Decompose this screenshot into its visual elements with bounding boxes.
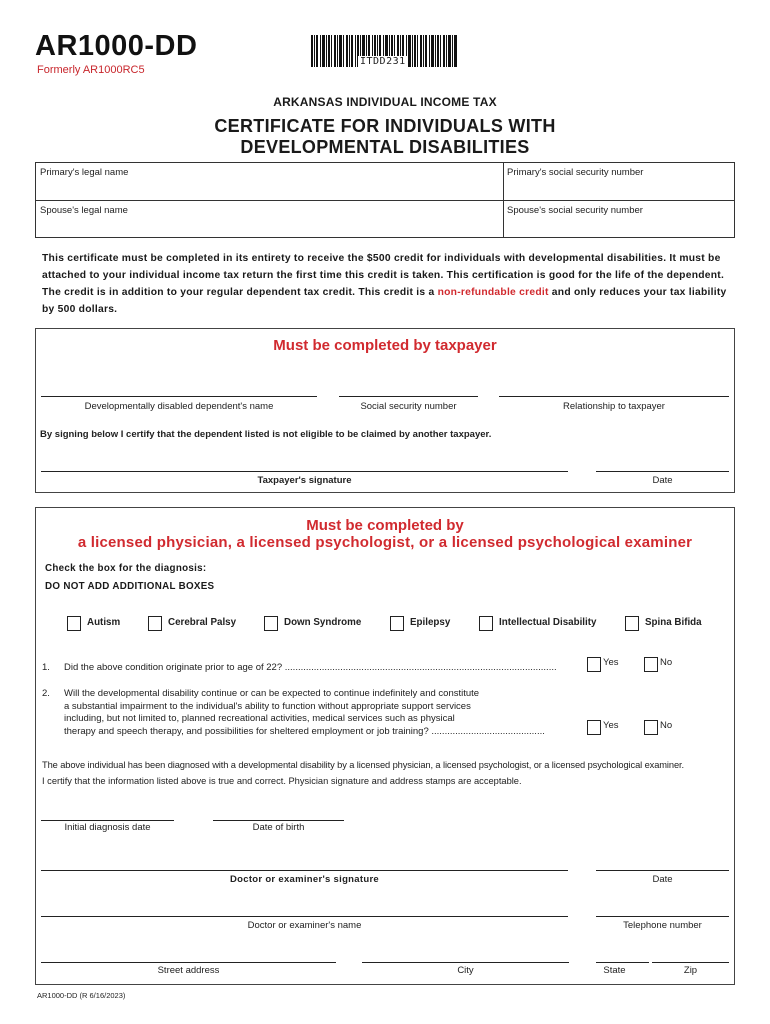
diagnosis-autism[interactable] [67,616,120,631]
examiner-date-line[interactable] [596,870,729,871]
cerebral-palsy-checkbox[interactable] [148,616,162,631]
question-1-number: 1. [42,662,50,673]
barcode-text: ITDD231 [360,56,406,67]
dependent-ssn-caption: Social security number [360,401,457,412]
examiner-name-caption: Doctor or examiner's name [247,920,362,931]
form-revision: AR1000-DD (R 6/16/2023) [37,991,126,1000]
question-2-no[interactable] [644,720,672,735]
q1-no-checkbox[interactable] [644,657,658,672]
zip-line[interactable] [652,962,729,963]
dependent-name-line[interactable] [41,396,317,397]
intro-paragraph [42,250,732,318]
relationship-caption: Relationship to taxpayer [563,401,665,412]
taxpayer-section-heading: Must be completed by taxpayer [273,337,497,354]
spina-bifida-checkbox[interactable] [625,616,639,631]
certificate-title-line1: CERTIFICATE FOR INDIVIDUALS WITH [214,116,556,136]
formerly-label: Formerly AR1000RC5 [37,64,145,76]
taxpayer-date-caption: Date [652,475,673,486]
initial-diagnosis-date-caption: Initial diagnosis date [64,822,151,833]
examiner-date-caption: Date [652,874,673,885]
spouse-ssn-field[interactable]: Spouse's social security number [507,205,643,216]
state-tax-title: ARKANSAS INDIVIDUAL INCOME TAX [273,95,497,109]
question-1-yes[interactable] [587,657,619,672]
cerebral-palsy-label: Cerebral Palsy [168,617,237,628]
taxpayer-signature-caption: Taxpayer's signature [257,475,352,486]
state-line[interactable] [596,962,649,963]
check-box-instruction: Check the box for the diagnosis: [45,563,207,574]
q1-yes-checkbox[interactable] [587,657,601,672]
city-line[interactable] [362,962,569,963]
certificate-title-line2: DEVELOPMENTAL DISABILITIES [240,137,530,157]
question-2-text [64,688,589,738]
question-2-line: Will the developmental disability continue or can be expected to continue indefinitely and constitute [64,688,480,699]
taxpayer-section [35,328,735,493]
q2-yes-label: Yes [603,720,619,731]
diagnosis-intellectual-disability[interactable] [479,616,596,631]
taxpayer-info-table [35,162,735,238]
date-of-birth-caption: Date of birth [252,822,305,833]
down-syndrome-checkbox[interactable] [264,616,278,631]
date-of-birth-line[interactable] [213,820,344,821]
question-2-line: including, but not limited to, planned recreational activities, medical services such as physical [64,713,455,724]
primary-name-field[interactable]: Primary's legal name [40,167,129,178]
epilepsy-checkbox[interactable] [390,616,404,631]
initial-diagnosis-date-line[interactable] [41,820,174,821]
diagnosis-epilepsy[interactable] [390,616,450,631]
q1-yes-label: Yes [603,657,619,668]
telephone-caption: Telephone number [623,920,702,931]
city-caption: City [457,965,474,976]
no-additional-boxes-note: DO NOT ADD ADDITIONAL BOXES [45,581,215,592]
intellectual-disability-label: Intellectual Disability [499,617,597,628]
taxpayer-certify-text: By signing below I certify that the dependent listed is not eligible to be claimed by another taxpayer. [40,429,492,440]
question-1-text: Did the above condition originate prior to age of 22? ....................................................................................................... [64,662,557,673]
street-address-line[interactable] [41,962,336,963]
taxpayer-signature-line[interactable] [41,471,568,472]
examiner-name-line[interactable] [41,916,568,917]
question-2-line: a substantial impairment to the individual's ability to function without appropriate support services [64,700,471,712]
examiner-section-heading [36,517,734,551]
primary-ssn-field[interactable]: Primary's social security number [507,167,644,178]
intellectual-disability-checkbox[interactable] [479,616,493,631]
non-refundable-highlight: non-refundable credit [437,287,549,298]
form-id: AR1000-DD [35,30,198,62]
autism-checkbox[interactable] [67,616,81,631]
question-2-number: 2. [42,688,50,699]
examiner-signature-line[interactable] [41,870,568,871]
relationship-line[interactable] [499,396,729,397]
intro-text-start: This certificate must be completed in its entirety to receive the $500 credit for individuals with developmental disabilities. It must be attached to your individual income tax return the first time this credit is taken. This certification is good for the life of the dependent. The credit is in addition to your regular dependent tax credit. This credit is a [42,253,725,298]
certificate-title [0,116,770,158]
examiner-section [35,507,735,985]
down-syndrome-label: Down Syndrome [284,617,362,628]
spouse-name-field[interactable]: Spouse's legal name [40,205,128,216]
question-2-yes[interactable] [587,720,619,735]
diagnosis-statement: The above individual has been diagnosed with a developmental disability by a licensed physician, a licensed psychologist, or a licensed psychological examiner. [42,760,684,770]
examiner-heading-line1: Must be completed by [306,517,464,534]
epilepsy-label: Epilepsy [410,617,451,628]
dependent-ssn-line[interactable] [339,396,478,397]
zip-caption: Zip [683,965,698,976]
q1-no-label: No [660,657,673,668]
taxpayer-date-line[interactable] [596,471,729,472]
spina-bifida-label: Spina Bifida [645,617,702,628]
diagnosis-cerebral-palsy[interactable] [148,616,236,631]
diagnosis-spina-bifida[interactable] [625,616,702,631]
autism-label: Autism [87,617,121,628]
dependent-name-caption: Developmentally disabled dependent's name [84,401,274,412]
q2-yes-checkbox[interactable] [587,720,601,735]
intro-text-end: and only reduces your tax liability by 500 dollars. [42,287,727,315]
telephone-line[interactable] [596,916,729,917]
diagnosis-down-syndrome[interactable] [264,616,361,631]
certification-statement: I certify that the information listed above is true and correct. Physician signature and address stamps are acceptable. [42,776,522,786]
examiner-signature-caption: Doctor or examiner's signature [229,874,380,885]
street-address-caption: Street address [157,965,220,976]
q2-no-checkbox[interactable] [644,720,658,735]
state-caption: State [603,965,626,976]
question-1-no[interactable] [644,657,672,672]
question-2-line: therapy and speech therapy, and possibilities for sheltered employment or job training? ........................................... [64,725,545,737]
q2-no-label: No [660,720,673,731]
examiner-heading-line2: a licensed physician, a licensed psychologist, or a licensed psychological examiner [77,534,693,551]
